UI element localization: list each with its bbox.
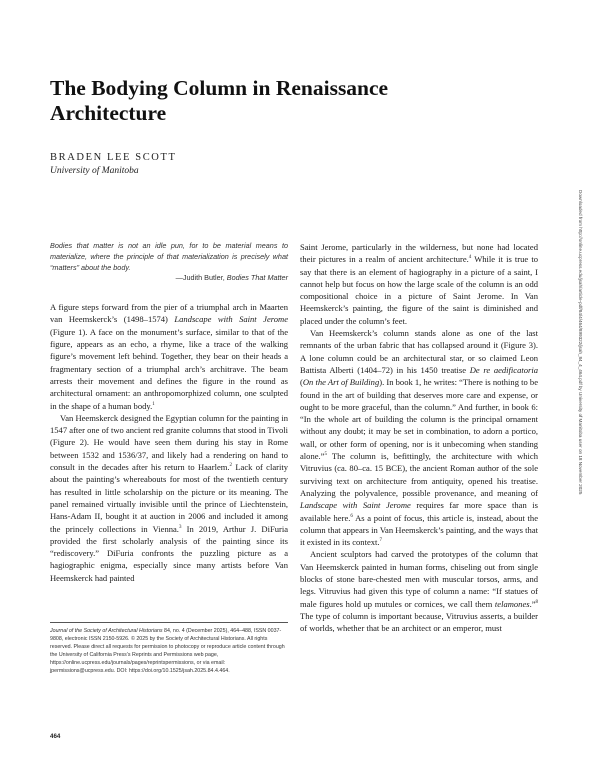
footnote-ref: 8	[535, 599, 538, 605]
footnote-ref: 6	[350, 513, 353, 519]
download-notice-text: Downloaded from http://online.ucpress.edu/jsah/article-pdf/84/4/464/899322/jsah_84_4_464.pdf by University of Manitoba user on 18 November 2025	[578, 190, 583, 495]
author-affiliation: University of Manitoba	[50, 166, 139, 176]
body-paragraph-5: Ancient sculptors had carved the prototypes of the column that Van Heemskerck painted in human forms, chiseling out from single blocks of stone bare-chested men with muscular torsos, arms, and legs. Vitruvius had given this type of column a name: “If statues of male figures hold up mutules or cornices, we call them telamones.”$^8$ The type of column is important because, Vitruvius asserts, a builder of worlds, whether that be an architect or an emperor, must	[300, 549, 538, 634]
footnote-ref: 5	[324, 452, 327, 458]
download-notice	[577, 190, 584, 592]
body-paragraph-2: Van Heemskerck designed the Egyptian column for the painting in 1547 after one of two ancient red granite columns that stood in Tivoli (Figure 2). He would have seen them during his stay in Rome between 1532 and 1536/37, and likely had a rendering on hand to consult in the decades after his return to Haarlem.$^2$ Lack of clarity about the painting’s whereabouts for most of the twentieth century has resulted in little scholarship on the picture or its meaning. The panel remained virtually invisible until the prince of Liechtenstein, Hans-Adam II, bought it at auction in 2006 and included it among the princely collections in Vienna.$^3$ In 2019, Arthur J. DiFuria provided the first scholarly analysis of the painting since its “rediscovery.” DiFuria confronts the puzzling picture as a hagiographic enigma, especially since many artists before Van Heemskerck had painted	[50, 412, 288, 583]
left-column	[50, 241, 288, 584]
right-column	[300, 241, 538, 635]
author-name: BRADEN LEE SCOTT	[50, 152, 177, 163]
epigraph-attribution: —Judith Butler, Bodies That Matter	[175, 273, 288, 283]
publication-footnote	[50, 627, 288, 676]
footnote-ref: 2	[229, 463, 233, 469]
body-paragraph-3: Saint Jerome, particularly in the wilderness, but none had located their pictures in a realm of ancient architecture.$^4$ While it is true to say that there is an element of hagiography in a picture of a saint, I cannot help but focus on how the large scale of the column is an odd compositional choice in a picture of Saint Jerome. In Van Heemskerck’s painting, the figure of the saint is diminished and placed under the column’s feet.	[300, 242, 538, 326]
epigraph	[50, 241, 288, 284]
footnote-ref: 1	[152, 401, 155, 407]
body-paragraph-4: Van Heemskerck’s column stands alone as one of the last remnants of the urban fabric that has collapsed around it (Figure 3). A lone column could be an architectural star, or so claimed Leon Battista Alberti (1404–72) in his 1450 treatise De re aedificatoria (On the Art of Building). In book 1, he writes: “There is nothing to be found in the art of building that deserves more care and expense, or ought to be more graceful, than the column.” And further, in book 6: “In the whole art of building the column is the principal ornament without any doubt; it may be set in combination, to adorn a portico, wall, or other form of opening, nor is it unbecoming when standing alone.”$^5$ The column is, befittingly, the architecture with which Vitruvius (ca. 80–ca. 15 BCE), the ancient Roman author of the sole surviving text on architecture from antiquity, opened his treatise. Analyzing the polyvalence, possible provenance, and meaning of Landscape with Saint Jerome requires far more space than is available here.$^6$ As a point of focus, this article is, instead, about the column that appears in Van Heemskerck’s painting, and the ways that it existed in its context.$^7$	[300, 328, 538, 548]
footnote-ref: 7	[379, 538, 383, 544]
page-number: 464	[50, 733, 61, 740]
journal-name: Journal of the Society of Architectural Historians	[50, 628, 163, 634]
footnote-ref: 3	[178, 524, 182, 530]
body-paragraph-1: A figure steps forward from the pier of a triumphal arch in Maarten van Heemskerck’s (1498–1574) Landscape with Saint Jerome (Figure 1). A face on the monument’s surface, similar to that of the figure, appears as an echo, a rhyme, like a trace of the walking figure’s movement left behind. Together, they bear on their heads a fragmentary section of a triumphal arch’s architrave. The beam arrests their movement and defines the figure in the round as architectural ornament: an anthropomorphized column, one sculpted in the shape of a human body.$^1$	[50, 302, 288, 411]
footnote-divider	[50, 622, 288, 623]
article-title: The Bodying Column in Renaissance Architecture	[50, 76, 389, 125]
footnote-ref: 4	[468, 255, 472, 261]
epigraph-quote: Bodies that matter is not an idle pun, for to be material means to materialize, where the principle of that materialization is precisely what “matters” about the body.	[50, 241, 288, 272]
publication-details: 84, no. 4 (December 2025), 464–488, ISSN 0037-9808, electronic ISSN 2150-5926. © 2025 by the Society of Architectural Historians. All rights reserved. Please direct all requests for permission to photocopy or reproduce article content through the University of California Press’s Reprints and Permissions web page, https://online.ucpress.edu/journals/pages/reprintspermissions, or via email: jpermissions@ucpress.edu. DOI: https://doi.org/10.1525/jsah.2025.84.4.464.	[50, 628, 285, 675]
